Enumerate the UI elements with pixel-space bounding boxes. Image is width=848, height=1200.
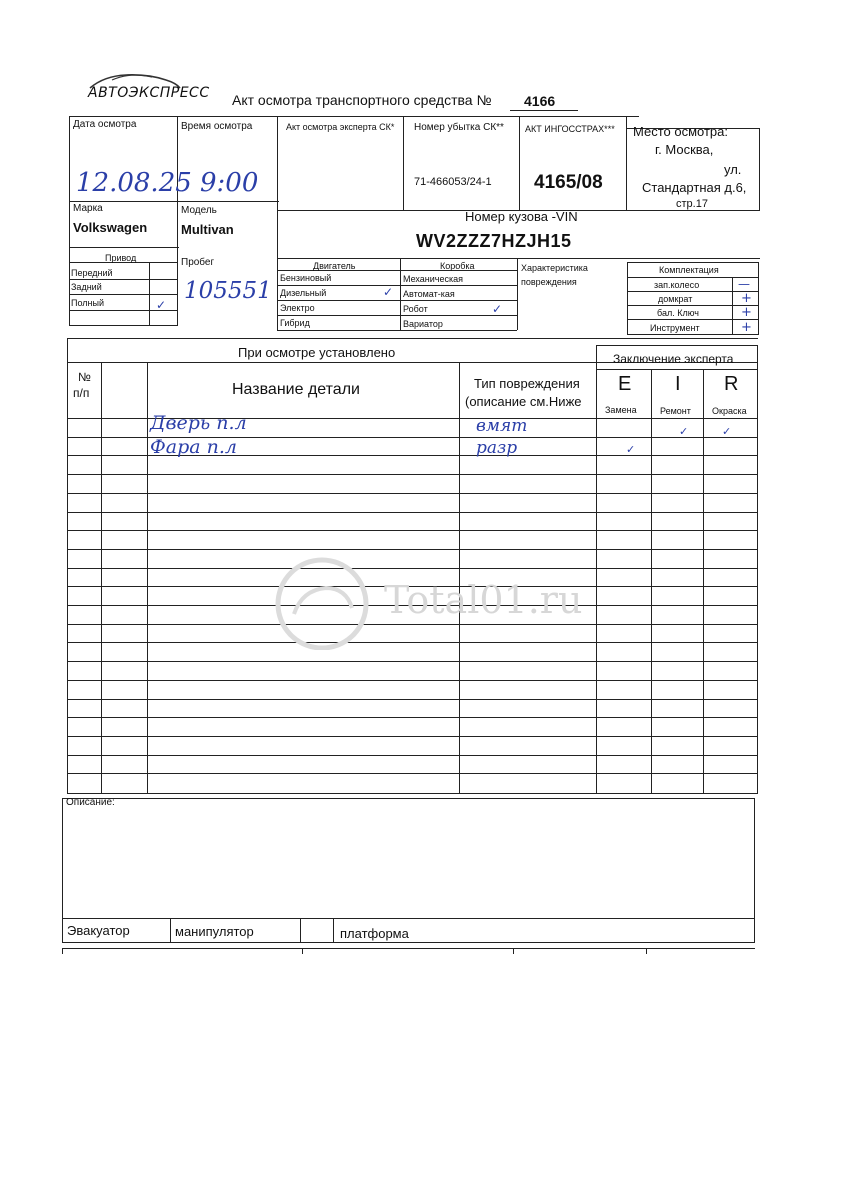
damage-char-label-1: Характеристика — [521, 263, 588, 273]
time-value: 9:00 — [200, 168, 259, 198]
drive-full: Полный — [71, 298, 104, 308]
engine-petrol: Бензиновый — [280, 273, 332, 283]
vin-label: Номер кузова -VIN — [465, 209, 578, 224]
gearbox-cvt: Вариатор — [403, 319, 443, 329]
manipulator-label: манипулятор — [175, 924, 254, 939]
mileage-label: Пробег — [181, 257, 215, 268]
table-row-line — [67, 736, 757, 737]
table-row-line — [67, 755, 757, 756]
equipment-jack-mark: + — [741, 291, 752, 306]
col-i-label: Ремонт — [660, 406, 691, 416]
drive-full-check-icon: ✓ — [156, 298, 167, 312]
equipment-wheel-key: бал. Ключ — [657, 308, 699, 318]
equipment-tools: Инструмент — [650, 323, 700, 333]
date-label: Дата осмотра — [73, 119, 137, 130]
description-label: Описание: — [66, 797, 115, 808]
col-r-label: Окраска — [712, 406, 747, 416]
logo — [86, 70, 210, 104]
table-row-line — [67, 699, 757, 700]
row-2-part: Фара п.л — [150, 436, 238, 458]
watermark-logo-icon — [272, 550, 372, 650]
gearbox-robot: Робот — [403, 304, 428, 314]
gearbox-title: Коробка — [440, 261, 475, 271]
table-row-line — [67, 717, 757, 718]
table-row-line — [67, 661, 757, 662]
table-row-line — [67, 512, 757, 513]
ingos-label: АКТ ИНГОССТРАХ*** — [525, 124, 615, 134]
engine-hybrid: Гибрид — [280, 318, 310, 328]
drive-front: Передний — [71, 268, 113, 278]
model-value: Multivan — [181, 222, 234, 237]
place-line4: стр.17 — [676, 198, 708, 210]
row-2-type: разр — [476, 438, 518, 458]
place-line1: г. Москва, — [655, 142, 714, 157]
gearbox-robot-check-icon: ✓ — [492, 302, 503, 316]
table-row-line — [67, 773, 757, 774]
row-2-replace-check-icon: ✓ — [626, 443, 636, 456]
col-e-label: Замена — [605, 405, 637, 415]
table-row-line — [67, 530, 757, 531]
damage-char-label-2: повреждения — [521, 277, 577, 287]
col-name-header: Название детали — [232, 381, 360, 398]
table-row-line — [67, 680, 757, 681]
evacuator-label: Эвакуатор — [67, 923, 130, 938]
row-1-part: Дверь п.л — [150, 412, 247, 434]
time-label: Время осмотра — [181, 121, 253, 132]
drive-rear: Задний — [71, 282, 102, 292]
loss-value: 71-466053/24-1 — [414, 176, 492, 188]
equipment-tools-mark: + — [741, 320, 752, 335]
row-1-type: вмят — [476, 416, 528, 436]
place-line2: ул. — [724, 162, 742, 177]
place-line3: Стандартная д.6, — [642, 180, 747, 195]
page-title: Акт осмотра транспортного средства № — [232, 92, 492, 108]
equipment-jack: домкрат — [658, 294, 693, 304]
col-num-line2: п/п — [73, 386, 90, 400]
equipment-spare-mark: — — [738, 277, 750, 291]
logo-text: АВТОЭКСПРЕСС — [88, 85, 210, 101]
act-number: 4166 — [524, 93, 556, 109]
table-row-line — [67, 493, 757, 494]
equipment-title: Комплектация — [659, 265, 719, 275]
expert-act-label: Акт осмотра эксперта СК* — [286, 122, 395, 132]
engine-electro: Электро — [280, 303, 315, 313]
col-num-line1: № — [78, 370, 91, 384]
row-1-paint-check-icon: ✓ — [722, 425, 732, 438]
conclusion-title: Заключение эксперта — [613, 352, 734, 366]
row-1-repair-check-icon: ✓ — [679, 425, 689, 438]
col-type-line1: Тип повреждения — [474, 376, 580, 391]
col-i-letter: I — [675, 373, 681, 395]
make-value: Volkswagen — [73, 220, 148, 235]
col-type-line2: (описание см.Ниже — [465, 394, 582, 409]
make-label: Марка — [73, 203, 103, 214]
place-label: Место осмотра: — [633, 124, 728, 139]
model-label: Модель — [181, 205, 217, 216]
gearbox-auto: Автомат-кая — [403, 289, 455, 299]
col-r-letter: R — [724, 373, 739, 395]
platform-label: платформа — [340, 926, 409, 941]
watermark-text: Total01.ru — [384, 578, 583, 622]
engine-title: Двигатель — [313, 261, 356, 271]
equipment-key-mark: + — [741, 305, 752, 320]
ingos-value: 4165/08 — [534, 172, 603, 193]
equipment-spare-wheel: зап.колесо — [654, 280, 700, 290]
inspection-title: При осмотре установлено — [238, 345, 396, 360]
drive-title: Привод — [105, 253, 137, 263]
watermark — [272, 550, 602, 660]
col-e-letter: E — [618, 373, 632, 395]
engine-diesel: Дизельный — [280, 288, 327, 298]
table-row-line — [67, 474, 757, 475]
date-value: 12.08.25 — [76, 168, 192, 198]
vin-value: WV2ZZZ7HZJH15 — [416, 231, 572, 251]
mileage-value: 105551 — [184, 278, 272, 304]
loss-label: Номер убытка СК** — [414, 122, 504, 133]
engine-diesel-check-icon: ✓ — [383, 285, 394, 299]
gearbox-manual: Механическая — [403, 274, 464, 284]
